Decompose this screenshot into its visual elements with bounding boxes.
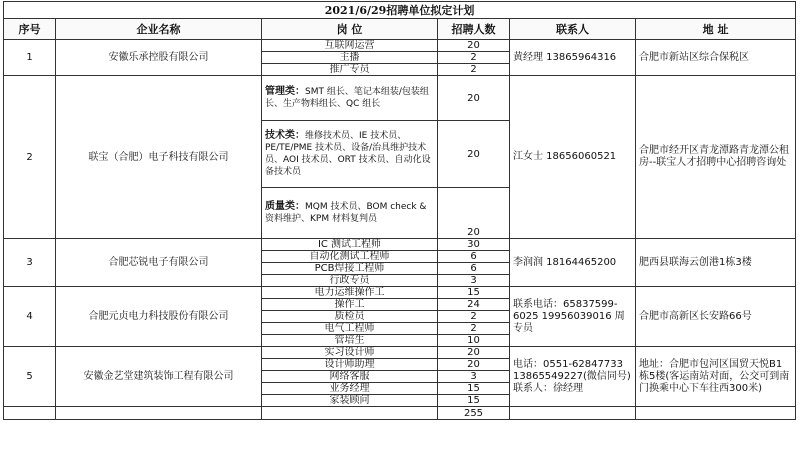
table-row <box>4 76 796 121</box>
position-name: IC 测试工程师 <box>262 239 438 251</box>
position-name: 电力运维操作工 <box>262 287 438 299</box>
header-count: 招聘人数 <box>438 19 510 40</box>
position-name: 实习设计师 <box>262 347 438 359</box>
company-name: 安徽乐承控股有限公司 <box>56 40 262 76</box>
contact: 李润润 18164465200 <box>510 239 636 287</box>
position-count: 20 <box>438 359 510 371</box>
block-text: SMT 组长、笔记本组装/包装组长、生产物料组长、QC 组长 <box>265 87 429 109</box>
row-index: 1 <box>4 40 56 76</box>
contact: 黄经理 13865964316 <box>510 40 636 76</box>
company-name: 安徽金艺堂建筑装饰工程有限公司 <box>56 347 262 407</box>
position-block-technical <box>262 121 438 188</box>
table-row <box>4 239 796 251</box>
position-count: 20 <box>438 40 510 52</box>
position-count: 20 <box>438 347 510 359</box>
position-count: 15 <box>438 287 510 299</box>
header-position: 岗 位 <box>262 19 438 40</box>
header-index: 序号 <box>4 19 56 40</box>
row-index: 5 <box>4 347 56 407</box>
header-contact: 联系人 <box>510 19 636 40</box>
position-count: 2 <box>438 64 510 76</box>
sheet-title: 2021/6/29招聘单位拟定计划 <box>4 2 796 19</box>
company-name: 联宝（合肥）电子科技有限公司 <box>56 76 262 239</box>
total-row <box>4 407 796 420</box>
block-label: 管理类： <box>265 86 305 97</box>
position-name: 设计师助理 <box>262 359 438 371</box>
position-count: 6 <box>438 263 510 275</box>
position-count: 10 <box>438 335 510 347</box>
position-block-quality <box>262 188 438 239</box>
contact: 联系电话：65837599-6025 19956039016 周专员 <box>510 287 636 347</box>
position-count: 2 <box>438 52 510 64</box>
position-count: 15 <box>438 395 510 407</box>
address: 肥西县联海云创港1栋3楼 <box>636 239 796 287</box>
address: 合肥市新站区综合保税区 <box>636 40 796 76</box>
position-name: 行政专员 <box>262 275 438 287</box>
position-name: 质检员 <box>262 311 438 323</box>
position-count: 3 <box>438 275 510 287</box>
block-label: 技术类： <box>265 130 305 141</box>
recruitment-table <box>3 1 796 420</box>
position-name: 互联网运营 <box>262 40 438 52</box>
company-name: 合肥芯锐电子有限公司 <box>56 239 262 287</box>
block-text: 维修技术员、IE 技术员、PE/TE/PME 技术员、设备/治具维护技术员、AOI 技术员、ORT 技术员、自动化设备技术员 <box>265 131 431 177</box>
header-company: 企业名称 <box>56 19 262 40</box>
position-name: 操作工 <box>262 299 438 311</box>
position-name: 自动化测试工程师 <box>262 251 438 263</box>
row-index: 4 <box>4 287 56 347</box>
block-label: 质量类： <box>265 201 305 212</box>
position-count: 2 <box>438 323 510 335</box>
position-name: 主播 <box>262 52 438 64</box>
position-name: 电气工程师 <box>262 323 438 335</box>
table-row <box>4 40 796 52</box>
company-name: 合肥元贞电力科技股份有限公司 <box>56 287 262 347</box>
position-count: 20 <box>438 121 510 188</box>
position-count: 20 <box>438 188 510 239</box>
address: 合肥市高新区长安路66号 <box>636 287 796 347</box>
table-row <box>4 287 796 299</box>
address: 合肥市经开区青龙潭路青龙潭公租房--联宝人才招聘中心招聘咨询处 <box>636 76 796 239</box>
row-index: 2 <box>4 76 56 239</box>
block-text: MQM 技术员、BOM check &资料维护、KPM 材料复判员 <box>265 202 427 224</box>
row-index: 3 <box>4 239 56 287</box>
position-count: 6 <box>438 251 510 263</box>
position-name: PCB焊接工程师 <box>262 263 438 275</box>
position-count: 3 <box>438 371 510 383</box>
position-count: 20 <box>438 76 510 121</box>
position-name: 家装顾问 <box>262 395 438 407</box>
position-count: 30 <box>438 239 510 251</box>
position-count: 24 <box>438 299 510 311</box>
position-name: 管培生 <box>262 335 438 347</box>
total-count: 255 <box>438 407 510 420</box>
address: 地址：合肥市包河区国贸天悦B1栋5楼(客运南站对面，公交可到南门换乘中心下车往西300米) <box>636 347 796 407</box>
position-block-management <box>262 76 438 121</box>
position-name: 业务经理 <box>262 383 438 395</box>
header-row <box>4 19 796 40</box>
header-address: 地 址 <box>636 19 796 40</box>
table-row <box>4 347 796 359</box>
contact: 江女士 18656060521 <box>510 76 636 239</box>
position-name: 网络客服 <box>262 371 438 383</box>
position-name: 推广专员 <box>262 64 438 76</box>
position-count: 2 <box>438 311 510 323</box>
position-count: 15 <box>438 383 510 395</box>
contact: 电话：0551-62847733 13865549227(微信同号) 联系人：徐经理 <box>510 347 636 407</box>
